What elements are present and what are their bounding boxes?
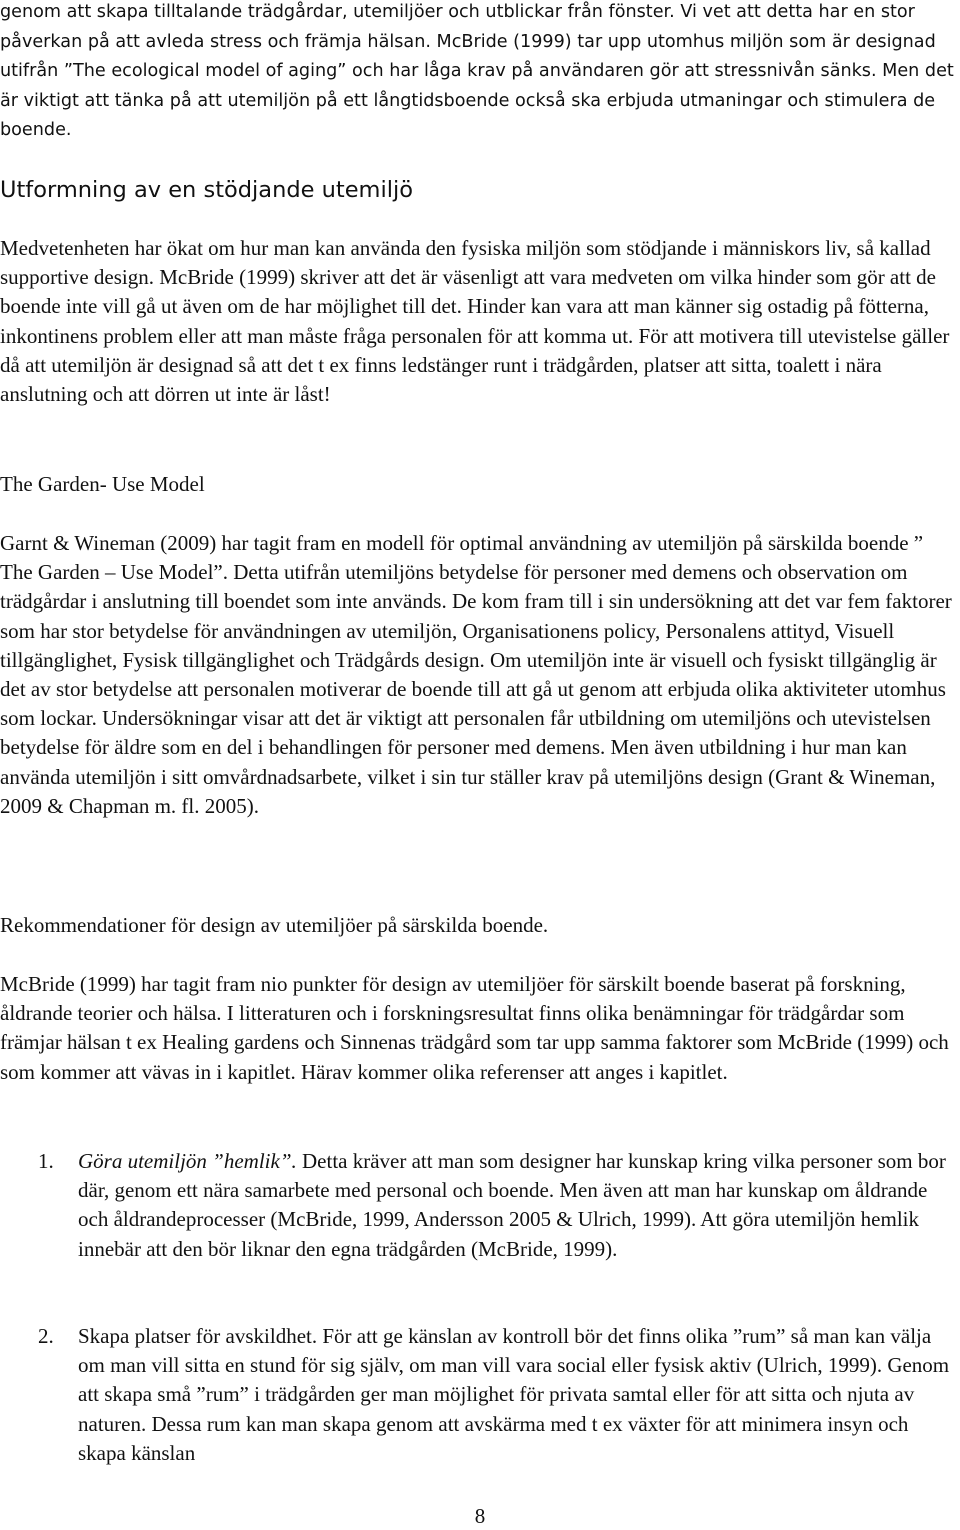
list-item-title: Skapa platser för avskildhet. [78,1324,318,1348]
list-item-text: För att ge känslan av kontroll bör det finns olika ”rum” så man kan välja om man vill sitta en stund för sig själv, om man vill vara social eller fysisk aktiv (Ulrich, 1999). Genom att skapa små ”rum” i trädgården ger man möjlighet för privata samtal eller för att sitta och njuta av naturen. Dessa rum kan man skapa genom att avskärma med t ex växter för att minimera insyn och skapa känslan [78,1324,950,1465]
list-item-body [78,1147,960,1264]
list-item-number: 1. [38,1149,54,1173]
list-item-text: Detta kräver att man som designer har kunskap kring vilka personer som bor där, genom ett nära samarbete med personal och boende. Men även att man har kunskap om åldrande och åldrandeprocesser (McBride, 1999, Andersson 2005 & Ulrich, 1999). Att göra utemiljön hemlik innebär att den bör liknar den egna trädgården (McBride, 1999). [78,1149,946,1261]
section-paragraph-rekommendationer: McBride (1999) har tagit fram nio punkter för design av utemiljöer för särskilt boende baserat på forskning, åldrande teorier och hälsa. I litteraturen och i forskningsresultat finns olika benämningar för trädgårdar som främjar hälsan t ex Healing gardens och Sinnenas trädgård som tar upp samma faktorer som McBride (1999) och som kommer att vävas in i kapitlet. Härav kommer olika referenser att anges i kapitlet. [0,972,949,1084]
section-heading-garden-use-model: The Garden- Use Model [0,472,205,496]
list-item-title: Göra utemiljön ”hemlik”. [78,1149,297,1173]
list-item-number: 2. [38,1324,54,1348]
section-heading-rekommendationer: Rekommendationer för design av utemiljöer på särskilda boende. [0,913,549,937]
page-number: 8 [474,1504,486,1528]
section-paragraph-stodjande-utemiljo: Medvetenheten har ökat om hur man kan använda den fysiska miljön som stödjande i människors liv, så kallad supportive design. McBride (1999) skriver att det är väsenligt att vara medveten om vilka hinder som gör att de boende inte vill gå ut även om de har möjlighet till det. Hinder kan vara att man känner sig ostadig på fötterna, inkontinens problem eller att man måste fråga personalen för att komma ut. För att motivera till utevistelse gäller då att utemiljön är designad så att det t ex finns ledstänger runt i trädgården, platser att sitta, toalett i nära anslutning och att dörren ut inte är låst! [0,236,950,407]
section-heading-stodjande-utemiljo: Utformning av en stödjande utemiljö [0,177,413,203]
list-item-body [78,1322,960,1468]
intro-text-part2: Men det är viktigt att tänka på att utemiljön på ett långtidsboende också ska erbjuda utmaningar och stimulera de boende. [0,61,954,140]
intro-paragraph [0,0,960,146]
intro-text-part1: genom att skapa tilltalande trädgårdar, utemiljöer och utblickar från fönster. Vi vet att detta har en stor påverkan på att avleda stress och främja hälsan. McBride (1999) tar upp utomhus miljön som är designad utifrån ”The ecological model of aging” och har låga krav på användaren gör att stressnivån sänks. [0,2,936,81]
section-paragraph-garden-use-model: Garnt & Wineman (2009) har tagit fram en modell för optimal användning av utemiljön på särskilda boende ” The Garden – Use Model”. Detta utifrån utemiljöns betydelse för personer med demens och observation om trädgårdar i anslutning till boendet som inte används. De kom fram till i sin undersökning att det var fem faktorer som har stor betydelse för användningen av utemiljön, Organisationens policy, Personalens attityd, Visuell tillgänglighet, Fysisk tillgänglighet och Trädgårds design. Om utemiljön inte är visuell och fysiskt tillgänglig är det av stor betydelse att personalen motiverar de boende till att gå ut genom att erbjuda olika aktiviteter utomhus som lockar. Undersökningar visar att det är viktigt att personalen får utbildning om utemiljöns och utevistelsen betydelse för äldre som en del i behandlingen för personer med demens. Men även utbildning i hur man kan använda utemiljön i sitt omvårdnadsarbete, vilket i sin tur ställer krav på utemiljöns design (Grant & Wineman, 2009 & Chapman m. fl. 2005). [0,531,952,818]
